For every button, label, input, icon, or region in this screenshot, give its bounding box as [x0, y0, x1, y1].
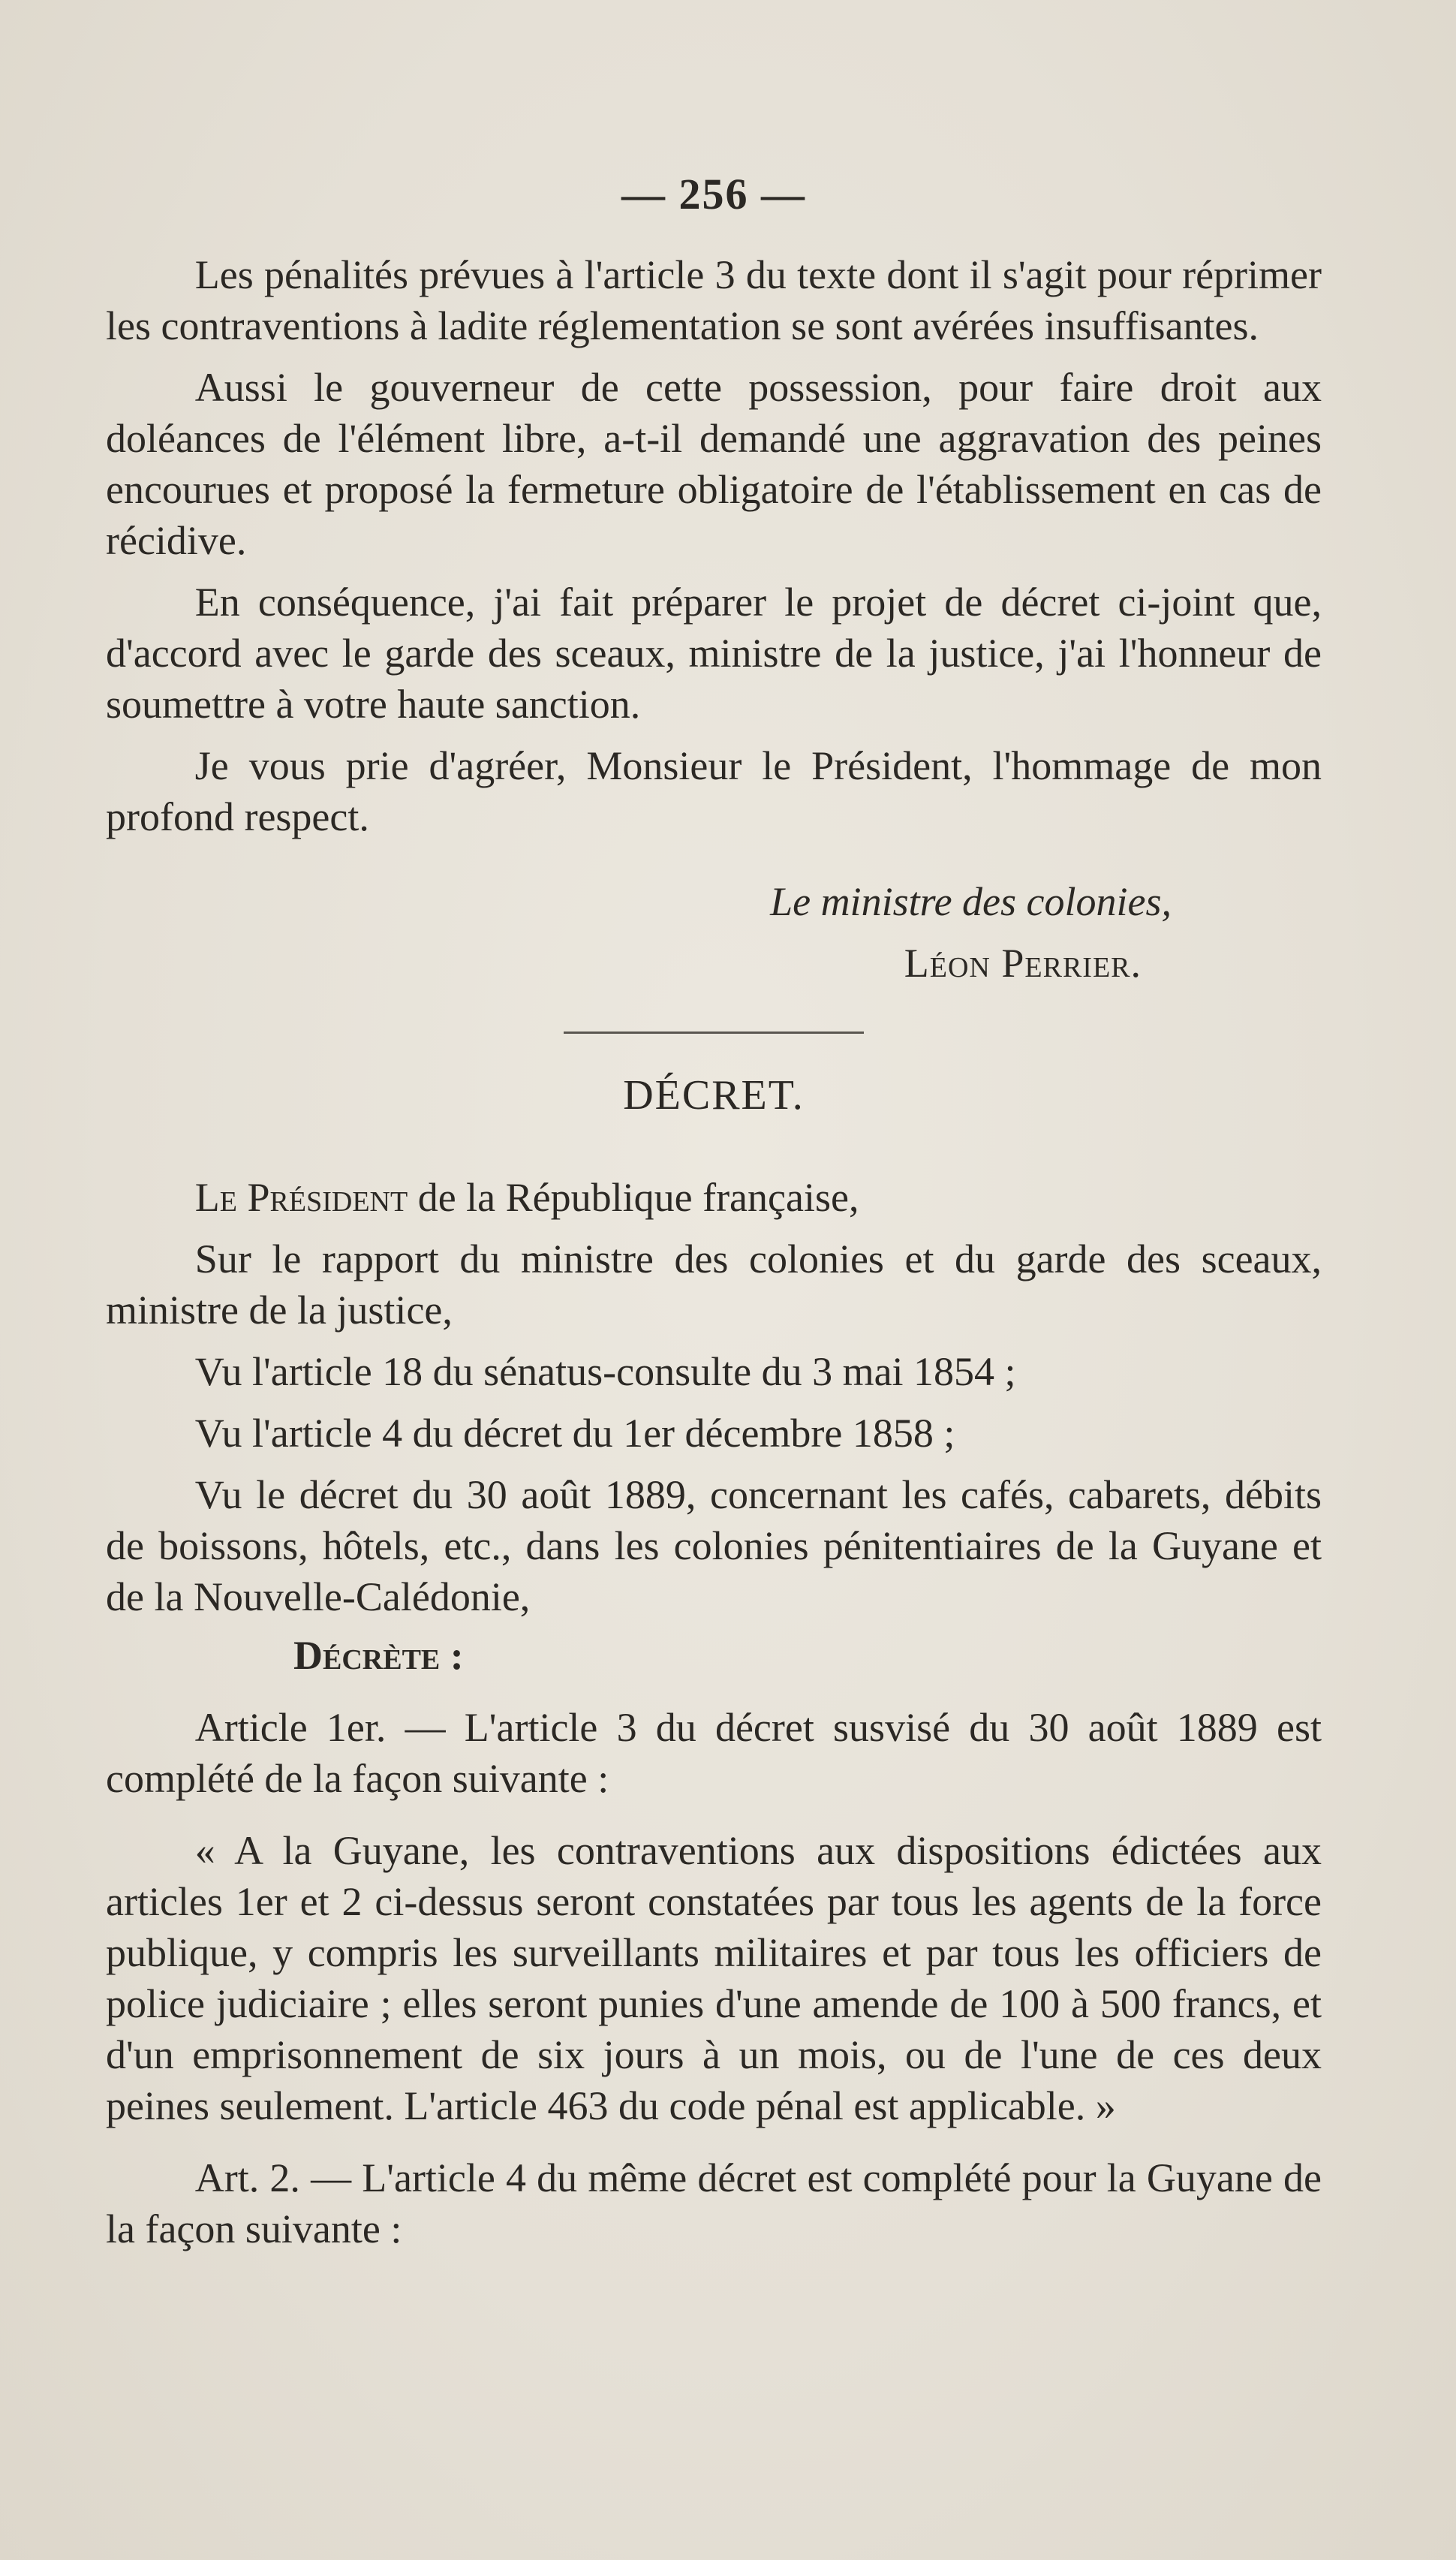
intro-paragraph-3: En conséquence, j'ai fait préparer le projet de décret ci-joint que, d'accord avec le garde des sceaux, ministre de la justice, j'ai l'honneur de soumettre à votre haute sanction.: [106, 580, 1322, 727]
considerant-3: Vu l'article 4 du décret du 1er décembre 1858 ;: [194, 1411, 955, 1456]
signature-role: Le ministre des colonies,: [770, 879, 1172, 924]
article-1-text: « A la Guyane, les contraventions aux dispositions édictées aux articles 1er et 2 ci-dessus seront constatées par tous les agents de la force publique, y compris les surveillants militaires et par tous les officiers de police judiciaire ; elles seront punies d'une amende de 100 à 500 francs, et d'un emprisonnement de six jours à un mois, ou de l'une de ces deux peines seulement. L'article 463 du code pénal est applicable. »: [106, 1828, 1322, 2128]
intro-paragraph-1: Les pénalités prévues à l'article 3 du texte dont il s'agit pour réprimer les contraventions à ladite réglementation se sont avérées insuffisantes.: [106, 252, 1322, 348]
signature-name: Léon Perrier.: [904, 941, 1142, 986]
decrete-label: Décrète :: [293, 1633, 464, 1678]
page-content: [106, 169, 1322, 2254]
president-rest: de la République française,: [408, 1175, 859, 1220]
intro-paragraph-4: Je vous prie d'agréer, Monsieur le Président, l'hommage de mon profond respect.: [106, 743, 1322, 839]
page-number: — 256 —: [621, 170, 806, 218]
decree-heading: DÉCRET.: [623, 1072, 805, 1119]
intro-paragraph-2: Aussi le gouverneur de cette possession, pour faire droit aux doléances de l'élément libre, a-t-il demandé une aggravation des peines encourues et proposé la fermeture obligatoire de l'établissement en cas de récidive.: [106, 365, 1322, 563]
section-divider: [564, 1032, 864, 1034]
considerant-2: Vu l'article 18 du sénatus-consulte du 3 mai 1854 ;: [194, 1349, 1016, 1394]
president-title: Le Président: [194, 1175, 408, 1220]
considerant-1: Sur le rapport du ministre des colonies et du garde des sceaux, ministre de la justice,: [106, 1236, 1322, 1333]
article-1: Article 1er. — L'article 3 du décret susvisé du 30 août 1889 est complété de la façon suivante :: [106, 1705, 1322, 1801]
president-line: [106, 1172, 1322, 1223]
article-2: Art. 2. — L'article 4 du même décret est complété pour la Guyane de la façon suivante :: [106, 2155, 1322, 2251]
signature-block: [106, 871, 1322, 994]
considerant-4: Vu le décret du 30 août 1889, concernant les cafés, cabarets, débits de boissons, hôtels, etc., dans les colonies pénitentiaires de la Guyane et de la Nouvelle-Calédonie,: [106, 1472, 1322, 1619]
